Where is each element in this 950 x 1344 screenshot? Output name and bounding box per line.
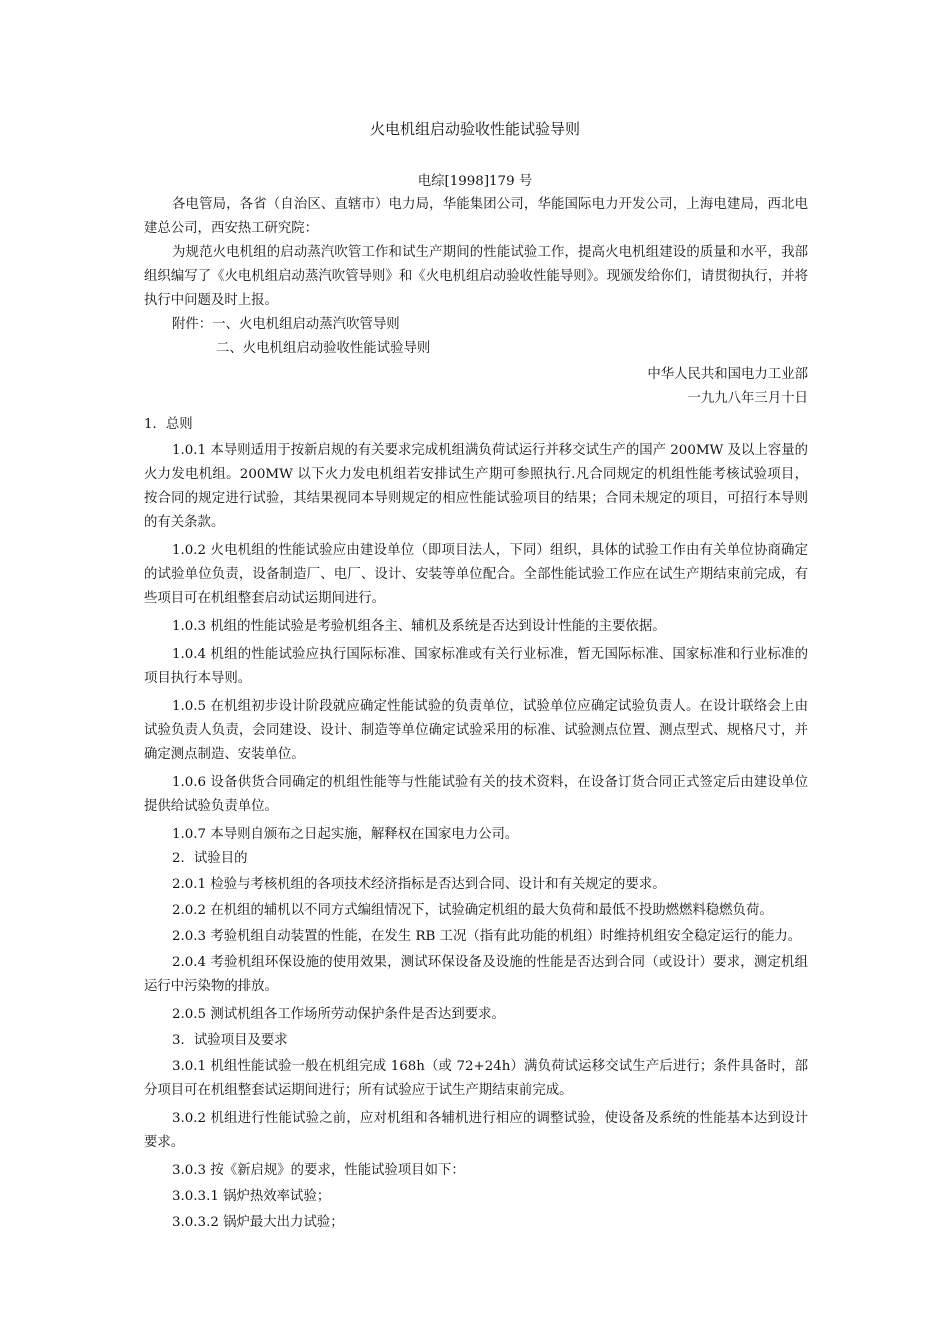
document-title: 火电机组启动验收性能试验导则	[369, 120, 580, 138]
clause-1-0-4: 1.0.4 机组的性能试验应执行国际标准、国家标准或有关行业标准，暂无国际标准、国家标准和行业标准的项目执行本导则。	[144, 647, 808, 686]
clause-2-0-2: 2.0.2 在机组的辅机以不同方式编组情况下，试验确定机组的最大负荷和最低不投助燃燃料稳燃负荷。	[172, 903, 773, 918]
clause-2-0-1: 2.0.1 检验与考核机组的各项技术经济指标是否达到合同、设计和有关规定的要求。	[172, 877, 666, 892]
clause-1-0-3: 1.0.3 机组的性能试验是考验机组各主、辅机及系统是否达到设计性能的主要依据。	[172, 619, 666, 634]
clause-3-0-2: 3.0.2 机组进行性能试验之前，应对机组和各辅机进行相应的调整试验，使设备及系统的性能基本达到设计要求。	[144, 1111, 808, 1150]
clause-1-0-5: 1.0.5 在机组初步设计阶段就应确定性能试验的负责单位，试验单位应确定试验负责人。在设计联络会上由试验负责人负责，会同建设、设计、制造等单位确定试验采用的标准、试验测点位置、测点型式、规格尺寸，并确定测点制造、安装单位。	[144, 699, 808, 762]
section-heading-3: 3．试验项目及要求	[172, 1033, 288, 1048]
issue-date: 一九九八年三月十日	[687, 391, 808, 406]
clause-1-0-1: 1.0.1 本导则适用于按新启规的有关要求完成机组满负荷试运行并移交试生产的国产 200MW 及以上容量的火力发电机组。200MW 以下火力发电机组若安排试生产期可参照执行.凡合同规定的机组性能考核试验项目，按合同的规定进行试验，其结果视同本导则规定的相应性能试验项目的结果；合同未规定的项目，可招行本导则的有关条款。	[144, 443, 808, 530]
clause-1-0-6: 1.0.6 设备供货合同确定的机组性能等与性能试验有关的技术资料，在设备订货合同正式签定后由建设单位提供给试验负责单位。	[144, 775, 808, 814]
section-heading-1: 1．总则	[144, 417, 193, 432]
issuer: 中华人民共和国电力工业部	[647, 367, 808, 382]
document-number: 电综[1998]179 号	[417, 174, 533, 189]
clause-3-0-1: 3.0.1 机组性能试验一般在机组完成 168h（或 72+24h）满负荷试运移交试生产后进行；条件具备时，部分项目可在机组整套试运期间进行；所有试验应于试生产期结束前完成。	[144, 1059, 808, 1098]
clause-2-0-4: 2.0.4 考验机组环保设施的使用效果，测试环保设备及设施的性能是否达到合同（或设计）要求，测定机组运行中污染物的排放。	[144, 955, 808, 994]
clause-2-0-5: 2.0.5 测试机组各工作场所劳动保护条件是否达到要求。	[172, 1007, 505, 1022]
attachment-line-1: 附件：一、火电机组启动蒸汽吹管导则	[172, 317, 400, 332]
section-heading-2: 2．试验目的	[172, 851, 248, 866]
clause-3-0-3-1: 3.0.3.1 锅炉热效率试验；	[172, 1189, 331, 1204]
clause-1-0-7: 1.0.7 本导则自颁布之日起实施，解释权在国家电力公司。	[172, 827, 519, 842]
document-body	[144, 193, 808, 1235]
intro-paragraph: 为规范火电机组的启动蒸汽吹管工作和试生产期间的性能试验工作，提高火电机组建设的质量和水平，我部组织编写了《火电机组启动蒸汽吹管导则》和《火电机组启动验收性能导则》。现颁发给你们，请贯彻执行，并将执行中问题及时上报。	[144, 245, 808, 308]
clause-1-0-2: 1.0.2 火电机组的性能试验应由建设单位（即项目法人，下同）组织，具体的试验工作由有关单位协商确定的试验单位负责，设备制造厂、电厂、设计、安装等单位配合。全部性能试验工作应在试生产期结束前完成，有些项目可在机组整套启动试运期间进行。	[144, 543, 808, 606]
attachment-line-2: 二、火电机组启动验收性能试验导则	[216, 341, 431, 356]
clause-2-0-3: 2.0.3 考验机组自动装置的性能，在发生 RB 工况（指有此功能的机组）时维持机组安全稳定运行的能力。	[172, 929, 802, 944]
clause-3-0-3: 3.0.3 按《新启规》的要求，性能试验项目如下：	[172, 1163, 465, 1178]
clause-3-0-3-2: 3.0.3.2 锅炉最大出力试验；	[172, 1215, 344, 1230]
recipients-paragraph: 各电管局，各省（自治区、直辖市）电力局，华能集团公司，华能国际电力开发公司，上海电建局，西北电建总公司，西安热工研究院：	[144, 197, 808, 236]
